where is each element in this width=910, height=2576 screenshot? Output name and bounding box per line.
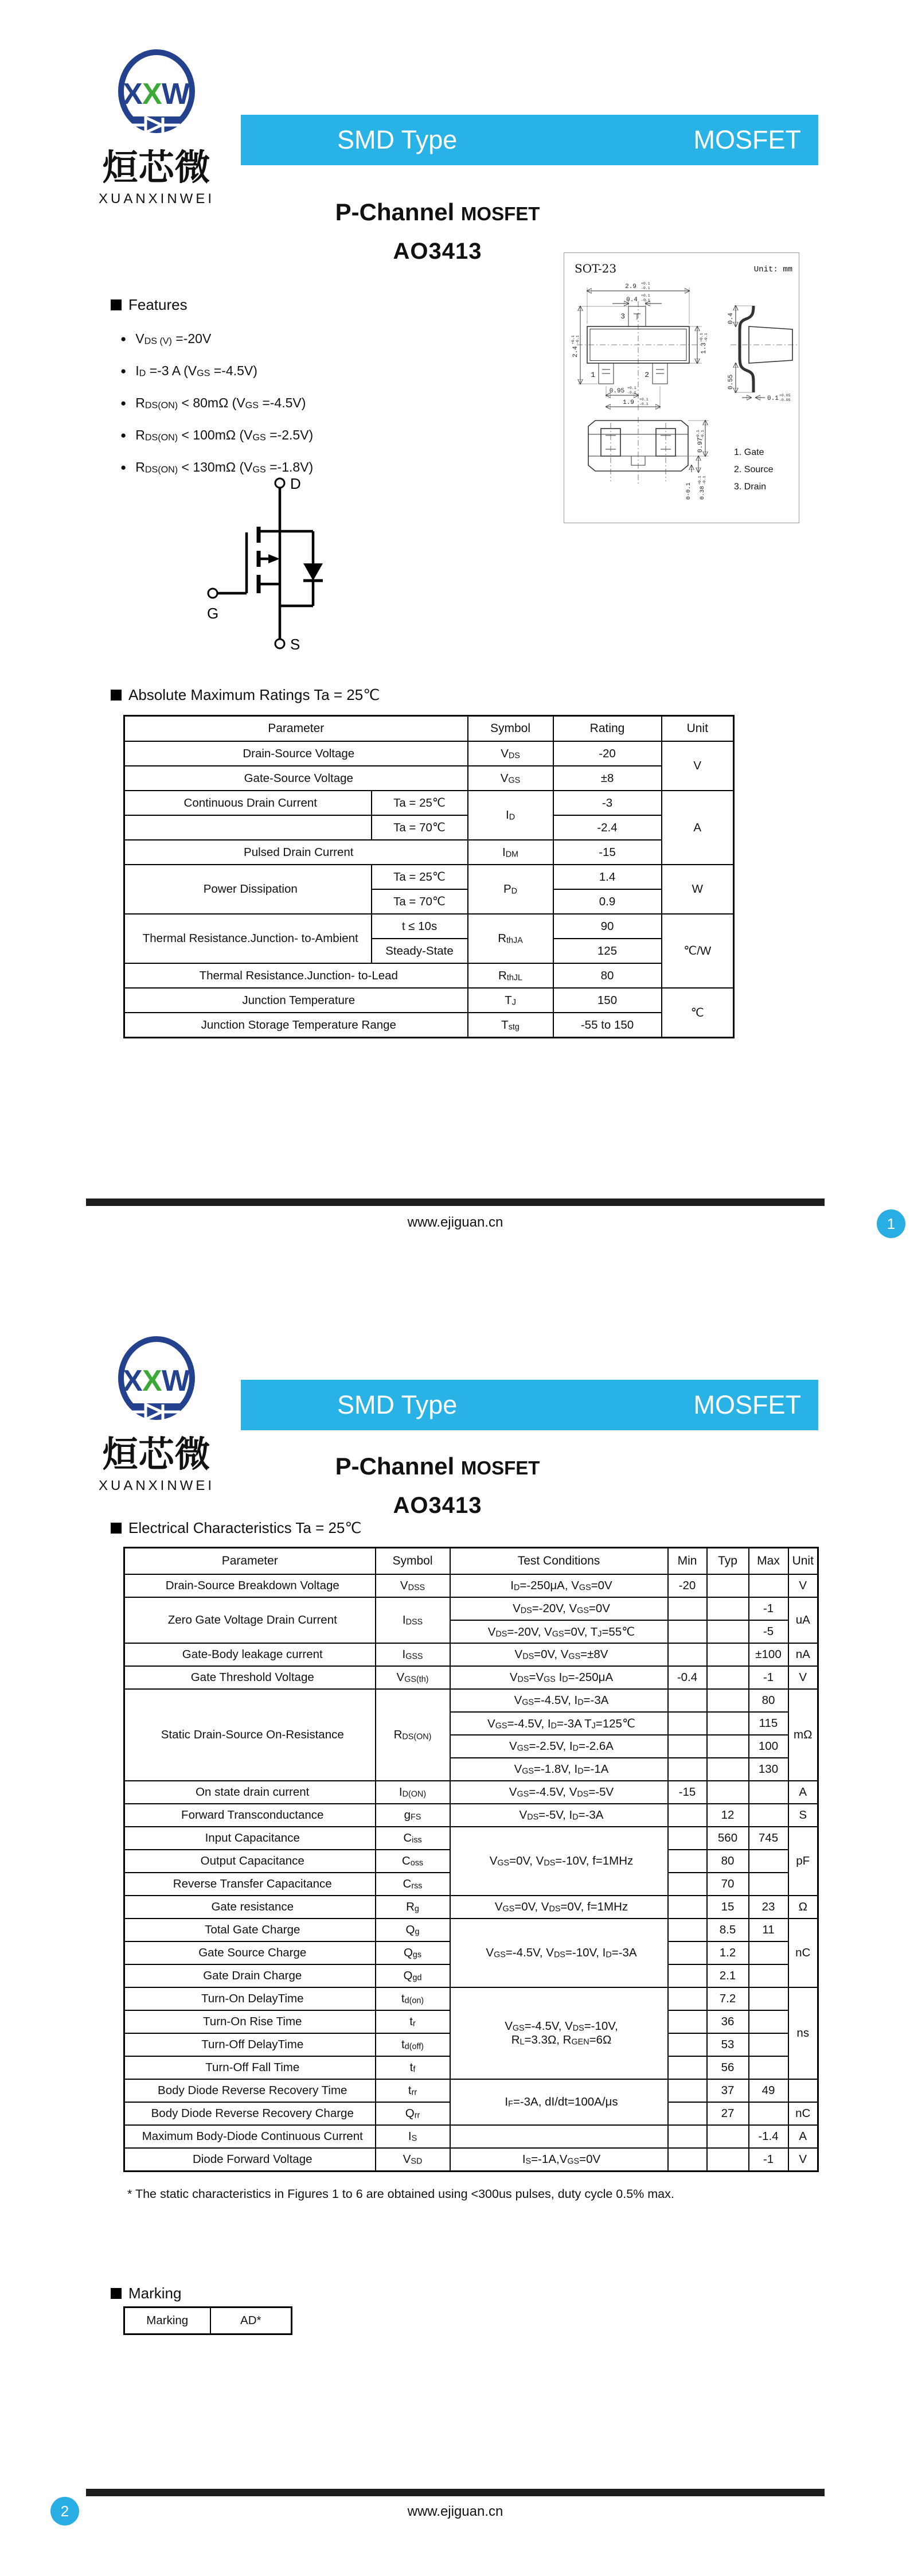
table-row: $V_{GS}=-2.5V$, $I_D=-2.6A$ 100: [124, 1735, 818, 1758]
table-row: Static Drain-Source On-Resistance $R_{DS(ON)}$ $V_{GS}=-4.5V$, $I_D=-3A$ 80 mΩ: [124, 1689, 818, 1712]
bullet-icon: ●: [120, 398, 127, 408]
brand-name-en: XUANXINWEI: [98, 1478, 214, 1493]
svg-text:3: 3: [620, 312, 625, 321]
banner-right-label: MOSFET: [693, 125, 801, 154]
svg-text:2.9: 2.9: [625, 283, 636, 290]
table-row: Body Diode Reverse Recovery Charge $Q_{rr}$ 27 nC: [124, 2102, 818, 2125]
svg-text:0.95: 0.95: [609, 388, 625, 395]
table-row: Diode Forward Voltage $V_{SD}$ $I_S=-1A,V_{GS}=0V$ -1 V: [124, 2148, 818, 2172]
svg-text:+0.1: +0.1: [641, 282, 650, 286]
gate-label: G: [207, 605, 219, 622]
mosfet-symbol: [208, 478, 323, 648]
table-row: Power Dissipation Ta = 25℃ $P_D$ 1.4 W: [124, 865, 734, 889]
table-row: On state drain current $I_{D(ON)}$ $V_{GS}=-4.5V$, $V_{DS}=-5V$ -15 A: [124, 1781, 818, 1804]
pin-legend: [734, 448, 774, 492]
table-row: Body Diode Reverse Recovery Time $t_{rr}$ $I_F=-3A$, dI/dt=100A/μs 37 49: [124, 2079, 818, 2102]
features-heading: Features: [111, 296, 188, 314]
table-row: Turn-On DelayTime $t_{d(on)}$ $V_{GS}=-4.5V$, $V_{DS}=-10V$, $R_L=3.3\Omega$, $R_{GEN}=6\Omega$ 7.2 ns: [124, 1987, 818, 2010]
logo-emblem-icon: [108, 1336, 205, 1422]
svg-text:+0.1: +0.1: [698, 476, 702, 485]
svg-text:0.4: 0.4: [626, 297, 638, 303]
table-row: $V_{DS}=-20V$, $V_{GS}=0V$, $T_J=55℃$ -5: [124, 1620, 818, 1643]
svg-text:0.4: 0.4: [728, 313, 735, 324]
package-drawing: [564, 253, 799, 523]
svg-text:1.9: 1.9: [623, 399, 634, 406]
table-row: Drain-Source Voltage $V_{DS}$ -20 V: [124, 741, 734, 766]
feature-item: ● $V_{DS (V)} =-20V$: [120, 331, 212, 347]
table-row: Turn-Off Fall Time $t_f$ 56: [124, 2056, 818, 2079]
svg-text:1. Gate: 1. Gate: [734, 448, 764, 457]
square-bullet-icon: [111, 1523, 122, 1534]
table-row: Junction Temperature $T_J$ 150 ℃: [124, 988, 734, 1013]
bullet-icon: ●: [120, 333, 127, 344]
svg-text:-0.1: -0.1: [704, 333, 708, 342]
table-row: $V_{GS}=-4.5V$, $I_D=-3A$ $T_J=125℃$ 115: [124, 1712, 818, 1735]
header-banner: [241, 1380, 818, 1430]
svg-text:X: X: [123, 77, 143, 111]
svg-text:-0.1: -0.1: [641, 298, 650, 302]
svg-text:W: W: [162, 77, 190, 111]
bullet-icon: ●: [120, 430, 127, 441]
table-header-row: [124, 716, 734, 742]
table-row: Gate Drain Charge $Q_{gd}$ 2.1: [124, 1964, 818, 1987]
banner-right-label: MOSFET: [693, 1390, 801, 1419]
col-unit: Unit: [662, 716, 734, 742]
table-row: Gate-Body leakage current $I_{GSS}$ $V_{DS}=0V$, $V_{GS}=\pm 8V$ ±100 nA: [124, 1643, 818, 1666]
footer-url: www.ejiguan.cn: [407, 2504, 503, 2519]
svg-text:+0.05: +0.05: [779, 394, 791, 398]
feature-item: ● $R_{DS(ON)} < 80m\Omega$ $(V_{GS} =-4.5V)$: [120, 395, 306, 411]
table-row: Gate-Source Voltage $V_{GS}$ ±8: [124, 766, 734, 791]
svg-text:0.97: 0.97: [697, 437, 704, 453]
col-symbol: Symbol: [468, 716, 553, 742]
svg-text:W: W: [162, 1364, 190, 1398]
bullet-icon: ●: [120, 462, 127, 473]
table-row: Thermal Resistance.Junction- to-Lead $R_{thJL}$ 80: [124, 963, 734, 988]
svg-text:-0.1: -0.1: [627, 391, 636, 395]
subtitle: P-Channel MOSFET: [335, 199, 540, 225]
feature-item: ● $R_{DS(ON)} < 100m\Omega$ $(V_{GS} =-2.5V)$: [120, 427, 314, 443]
features-list: [120, 314, 313, 475]
banner-left-label: SMD Type: [337, 125, 458, 154]
mosfet-symbol-diagram: [204, 470, 397, 653]
bottom-view: [588, 417, 709, 500]
table-row: Continuous Drain Current Ta = 25℃ $I_D$ -3 A: [124, 791, 734, 815]
svg-text:+0.1: +0.1: [571, 335, 575, 344]
drain-label: D: [290, 475, 301, 492]
table-header-row: Parameter Symbol Test Conditions Min Typ Max Unit: [124, 1548, 818, 1575]
absolute-maximum-ratings-table: [123, 715, 735, 1038]
footer-url: www.ejiguan.cn: [407, 1215, 503, 1230]
svg-text:2. Source: 2. Source: [734, 465, 774, 474]
part-number: AO3413: [393, 239, 482, 264]
marking-value: AD*: [210, 2307, 292, 2334]
table-row: Ta = 70℃ -2.4: [124, 815, 734, 840]
svg-text:1: 1: [591, 371, 595, 379]
footer-divider-bar: [86, 2489, 825, 2496]
source-label: S: [290, 636, 300, 653]
svg-text:+0.1: +0.1: [641, 294, 650, 298]
svg-text:+0.1: +0.1: [700, 333, 704, 342]
svg-text:3. Drain: 3. Drain: [734, 482, 767, 492]
table-row: Maximum Body-Diode Continuous Current $I_S$ -1.4 A: [124, 2125, 818, 2148]
abs-max-heading: Absolute Maximum Ratings Ta = 25℃: [111, 686, 380, 704]
table-row: Ta = 70℃ 0.9: [124, 889, 734, 914]
svg-text:2.4: 2.4: [572, 346, 579, 357]
table-row: Zero Gate Voltage Drain Current $I_{DSS}$ $V_{DS}=-20V$, $V_{GS}=0V$ -1 uA: [124, 1597, 818, 1620]
svg-text:-0.05: -0.05: [779, 398, 791, 402]
svg-text:+0.1: +0.1: [627, 386, 636, 390]
table-row: Reverse Transfer Capacitance $C_{rss}$ 70: [124, 1873, 818, 1896]
company-logo: [85, 49, 228, 207]
table-row: Total Gate Charge $Q_g$ $V_{GS}=-4.5V$, $V_{DS}=-10V$, $I_D=-3A$ 8.5 11 nC: [124, 1919, 818, 1941]
package-name: SOT-23: [575, 262, 617, 275]
feature-item: ● $I_D =-3$ A $(V_{GS} =-4.5V)$: [120, 363, 257, 379]
logo-emblem-icon: [108, 49, 205, 135]
table-row: $V_{GS}=-1.8V$, $I_D=-1A$ 130: [124, 1758, 818, 1781]
feature-item: ● $R_{DS(ON)} < 130m\Omega$ $(V_{GS} =-1.8V)$: [120, 460, 314, 475]
table-row: Steady-State 125: [124, 939, 734, 963]
svg-text:X: X: [142, 1364, 162, 1398]
table-row: Input Capacitance $C_{iss}$ $V_{GS}=0V$, $V_{DS}=-10V$, f=1MHz 560 745 pF: [124, 1827, 818, 1850]
table-row: Output Capacitance $C_{oss}$ 80: [124, 1850, 818, 1873]
page-number-badge: 2: [50, 2497, 79, 2526]
svg-text:-0.1: -0.1: [576, 335, 580, 344]
table-row: Thermal Resistance.Junction- to-Ambient t ≤ 10s $R_{thJA}$ 90 ℃/W: [124, 914, 734, 939]
marking-heading: Marking: [111, 2285, 181, 2302]
col-parameter: Parameter: [124, 716, 468, 742]
svg-text:0-0.1: 0-0.1: [686, 482, 692, 500]
page-number-badge: 1: [877, 1209, 905, 1238]
svg-text:X: X: [123, 1364, 143, 1398]
electrical-characteristics-heading: Electrical Characteristics Ta = 25℃: [111, 1519, 362, 1537]
banner-left-label: SMD Type: [337, 1390, 458, 1419]
marking-label: Marking: [124, 2307, 210, 2334]
electrical-characteristics-table: [123, 1547, 819, 2172]
svg-text:+0.1: +0.1: [639, 398, 649, 402]
brand-name-en: XUANXINWEI: [98, 191, 214, 207]
svg-text:2: 2: [645, 371, 649, 379]
bullet-icon: ●: [120, 365, 127, 376]
brand-name-cn: 烜芯微: [102, 148, 211, 188]
table-row: [124, 2307, 292, 2334]
side-view: [728, 306, 798, 402]
square-bullet-icon: [111, 2288, 122, 2299]
table-row: Pulsed Drain Current $I_{DM}$ -15: [124, 840, 734, 865]
svg-text:-0.1: -0.1: [641, 286, 650, 290]
svg-text:-0.1: -0.1: [701, 430, 705, 439]
unit-label: Unit: mm: [753, 265, 792, 274]
part-number: AO3413: [393, 1493, 482, 1518]
table-row: Gate Source Charge $Q_{gs}$ 1.2: [124, 1941, 818, 1964]
table-row: Junction Storage Temperature Range $T_{stg}$ -55 to 150: [124, 1013, 734, 1038]
table-row: Turn-On Rise Time $t_r$ 36: [124, 2010, 818, 2033]
subtitle: P-Channel MOSFET: [335, 1453, 540, 1480]
svg-text:1.3: 1.3: [701, 343, 708, 354]
table-row: Gate Threshold Voltage $V_{GS(th)}$ $V_{DS}=V_{GS}$ $I_D=-250\mu A$ -0.4 -1 V: [124, 1666, 818, 1689]
square-bullet-icon: [111, 690, 122, 701]
square-bullet-icon: [111, 299, 122, 310]
table-row: Turn-Off DelayTime $t_{d(off)}$ 53: [124, 2033, 818, 2056]
marking-table: [123, 2306, 292, 2335]
svg-text:0.38: 0.38: [700, 485, 706, 500]
svg-text:-0.1: -0.1: [639, 402, 649, 406]
svg-text:X: X: [142, 77, 162, 111]
document-title: [234, 1453, 641, 1519]
col-rating: Rating: [553, 716, 662, 742]
svg-text:-0.1: -0.1: [702, 476, 706, 485]
package-outline-box: [564, 252, 799, 523]
footer-divider-bar: [86, 1198, 825, 1206]
brand-name-cn: 烜芯微: [102, 1435, 211, 1474]
front-view: [571, 282, 708, 411]
svg-text:0.55: 0.55: [728, 374, 735, 390]
table-row: Gate resistance $R_g$ $V_{GS}=0V$, $V_{DS}=0V$, f=1MHz 15 23 Ω: [124, 1896, 818, 1919]
table-footnote: * The static characteristics in Figures 1 to 6 are obtained using <300us pulses, duty cycle 0.5% max.: [127, 2187, 674, 2201]
table-row: Forward Transconductance $g_{FS}$ $V_{DS}=-5V$, $I_D=-3A$ 12 S: [124, 1804, 818, 1827]
svg-text:0.1: 0.1: [767, 395, 779, 402]
company-logo: [85, 1336, 228, 1494]
table-row: Drain-Source Breakdown Voltage $V_{DSS}$ $I_D=-250\mu A$, $V_{GS}=0V$ -20 V: [124, 1574, 818, 1597]
header-banner: [241, 115, 818, 165]
svg-text:+0.1: +0.1: [696, 430, 700, 439]
